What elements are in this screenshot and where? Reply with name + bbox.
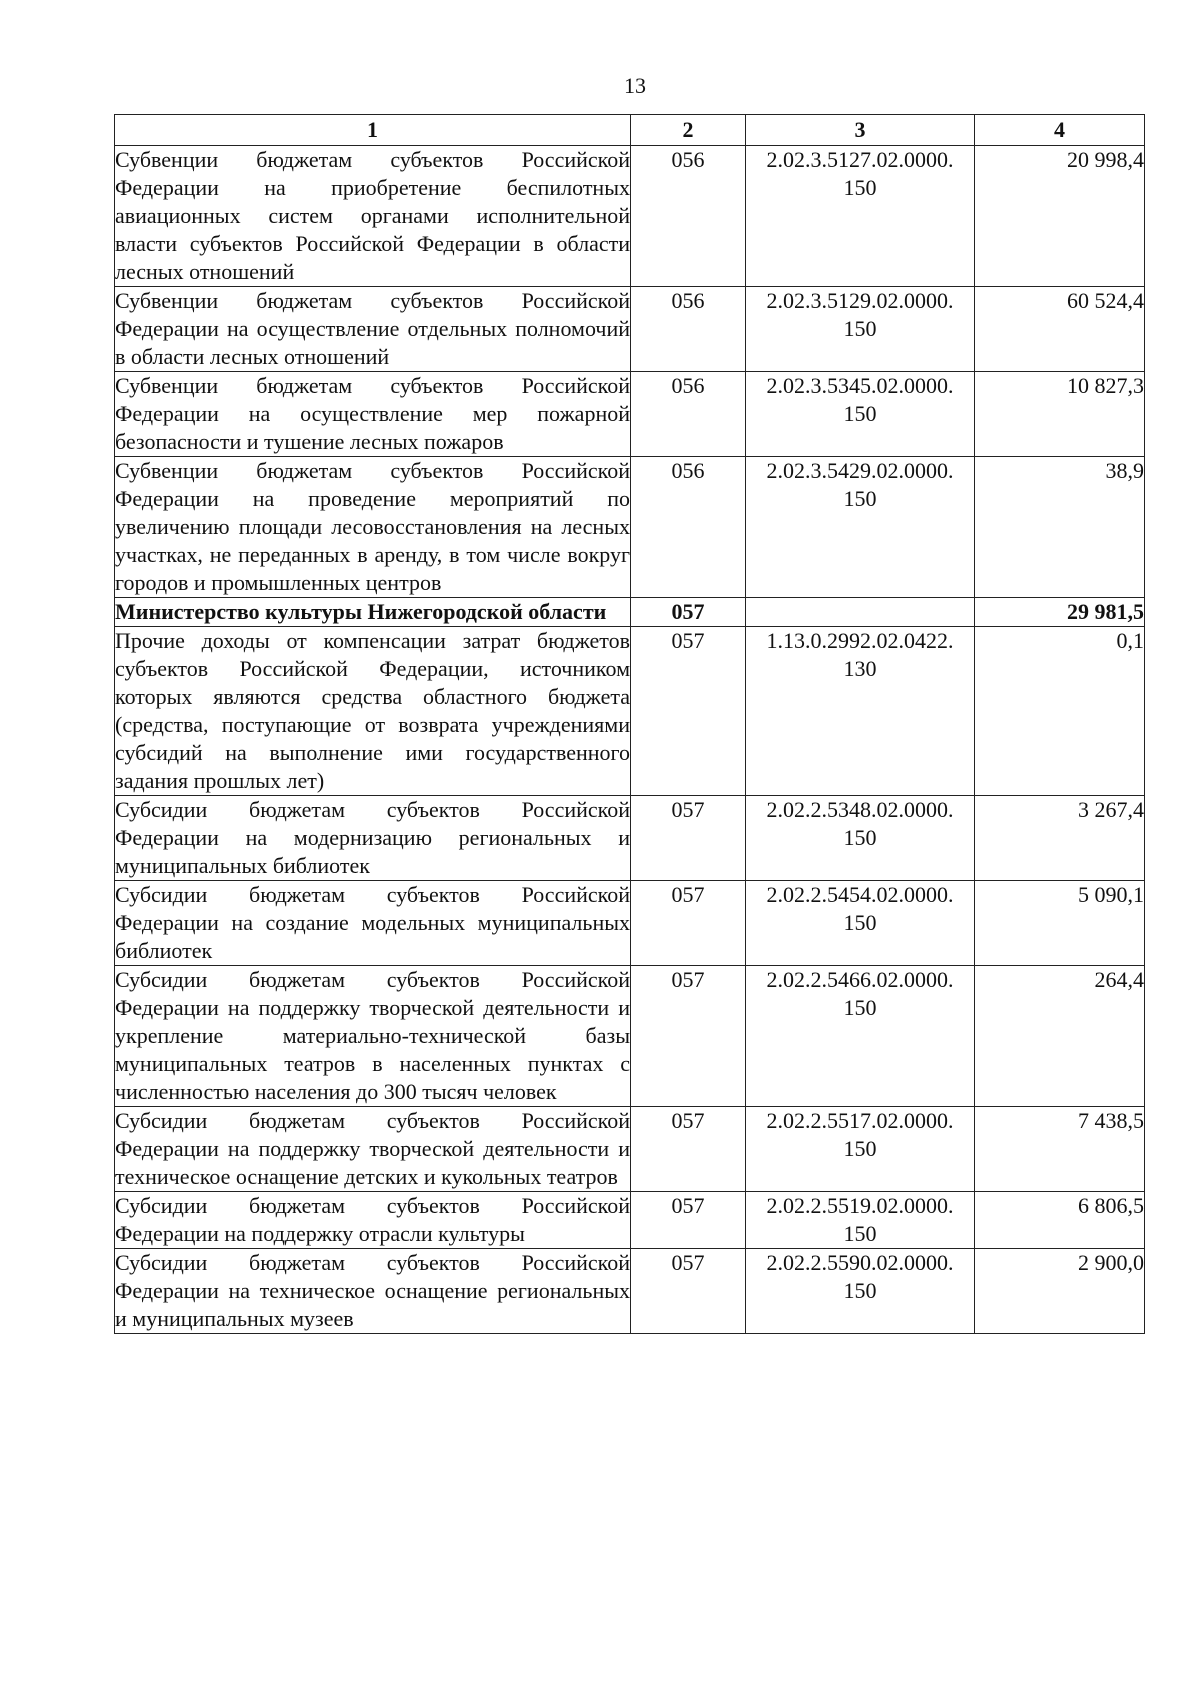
table-body xyxy=(115,146,1145,1334)
cell-name: Субвенции бюджетам субъектов Российской Федерации на осуществление мер пожарной безопасности и тушение лесных пожаров xyxy=(115,372,631,457)
budget-code-line-1: 1.13.0.2992.02.0422. xyxy=(766,628,954,653)
budget-code-line-1: 2.02.3.5127.02.0000. xyxy=(766,147,954,172)
cell-admin-code: 057 xyxy=(631,1107,746,1192)
cell-admin-code: 056 xyxy=(631,457,746,598)
table-row xyxy=(115,457,1145,598)
cell-admin-code: 057 xyxy=(631,796,746,881)
cell-admin-code: 056 xyxy=(631,372,746,457)
cell-name: Министерство культуры Нижегородской области xyxy=(115,598,631,627)
table-row xyxy=(115,1192,1145,1249)
cell-name: Субвенции бюджетам субъектов Российской Федерации на проведение мероприятий по увеличению площади лесовосстановления на лесных участках, не переданных в аренду, в том числе вокруг городов и промышленных центров xyxy=(115,457,631,598)
cell-budget-code xyxy=(746,457,975,598)
column-header-4: 4 xyxy=(975,115,1145,146)
cell-amount: 6 806,5 xyxy=(975,1192,1145,1249)
table-row xyxy=(115,287,1145,372)
budget-code-line-2: 130 xyxy=(843,656,877,681)
cell-admin-code: 057 xyxy=(631,1192,746,1249)
table-header-row xyxy=(115,115,1145,146)
cell-amount: 5 090,1 xyxy=(975,881,1145,966)
column-header-2: 2 xyxy=(631,115,746,146)
budget-code-line-2: 150 xyxy=(843,995,877,1020)
budget-code-line-2: 150 xyxy=(843,175,877,200)
cell-name: Субсидии бюджетам субъектов Российской Федерации на поддержку творческой деятельности и техническое оснащение детских и кукольных театров xyxy=(115,1107,631,1192)
cell-name: Субвенции бюджетам субъектов Российской Федерации на осуществление отдельных полномочий в области лесных отношений xyxy=(115,287,631,372)
table-row xyxy=(115,1107,1145,1192)
cell-admin-code: 057 xyxy=(631,881,746,966)
cell-amount: 3 267,4 xyxy=(975,796,1145,881)
budget-code-line-2: 150 xyxy=(843,486,877,511)
cell-amount: 20 998,4 xyxy=(975,146,1145,287)
table-row xyxy=(115,146,1145,287)
table-row xyxy=(115,1249,1145,1334)
cell-amount: 7 438,5 xyxy=(975,1107,1145,1192)
column-header-3: 3 xyxy=(746,115,975,146)
cell-amount: 38,9 xyxy=(975,457,1145,598)
budget-code-line-1: 2.02.3.5129.02.0000. xyxy=(766,288,954,313)
budget-table xyxy=(114,114,1145,1334)
budget-code-line-2: 150 xyxy=(843,401,877,426)
cell-budget-code xyxy=(746,627,975,796)
table-row xyxy=(115,627,1145,796)
table-row xyxy=(115,372,1145,457)
cell-name: Субвенции бюджетам субъектов Российской Федерации на приобретение беспилотных авиационных систем органами исполнительной власти субъектов Российской Федерации в области лесных отношений xyxy=(115,146,631,287)
cell-name: Субсидии бюджетам субъектов Российской Федерации на модернизацию региональных и муниципальных библиотек xyxy=(115,796,631,881)
cell-name: Субсидии бюджетам субъектов Российской Федерации на техническое оснащение региональных и муниципальных музеев xyxy=(115,1249,631,1334)
cell-amount: 10 827,3 xyxy=(975,372,1145,457)
cell-budget-code xyxy=(746,966,975,1107)
cell-budget-code xyxy=(746,796,975,881)
cell-admin-code: 056 xyxy=(631,287,746,372)
budget-code-line-2: 150 xyxy=(843,1278,877,1303)
cell-budget-code xyxy=(746,1107,975,1192)
cell-amount: 2 900,0 xyxy=(975,1249,1145,1334)
cell-budget-code xyxy=(746,372,975,457)
budget-code-line-1: 2.02.2.5466.02.0000. xyxy=(766,967,954,992)
budget-code-line-1: 2.02.2.5348.02.0000. xyxy=(766,797,954,822)
budget-code-line-1: 2.02.2.5454.02.0000. xyxy=(766,882,954,907)
cell-admin-code: 056 xyxy=(631,146,746,287)
budget-code-line-1: 2.02.2.5590.02.0000. xyxy=(766,1250,954,1275)
cell-budget-code xyxy=(746,1192,975,1249)
budget-code-line-2: 150 xyxy=(843,316,877,341)
cell-name: Прочие доходы от компенсации затрат бюджетов субъектов Российской Федерации, источником которых являются средства областного бюджета (средства, поступающие от возврата учреждениями субсидий на выполнение ими государственного задания прошлых лет) xyxy=(115,627,631,796)
cell-amount: 0,1 xyxy=(975,627,1145,796)
table-row-ministry xyxy=(115,598,1145,627)
cell-admin-code: 057 xyxy=(631,598,746,627)
page-number: 13 xyxy=(624,73,646,98)
budget-code-line-2: 150 xyxy=(843,1221,877,1246)
cell-name: Субсидии бюджетам субъектов Российской Федерации на поддержку творческой деятельности и укрепление материально-технической базы муниципальных театров в населенных пунктах с численностью населения до 300 тысяч человек xyxy=(115,966,631,1107)
cell-name: Субсидии бюджетам субъектов Российской Федерации на создание модельных муниципальных библиотек xyxy=(115,881,631,966)
cell-admin-code: 057 xyxy=(631,1249,746,1334)
budget-code-line-1: 2.02.2.5519.02.0000. xyxy=(766,1193,954,1218)
budget-code-line-1: 2.02.3.5429.02.0000. xyxy=(766,458,954,483)
cell-amount: 29 981,5 xyxy=(975,598,1145,627)
budget-code-line-2: 150 xyxy=(843,1136,877,1161)
cell-admin-code: 057 xyxy=(631,627,746,796)
cell-budget-code xyxy=(746,598,975,627)
cell-budget-code xyxy=(746,1249,975,1334)
table-row xyxy=(115,966,1145,1107)
cell-amount: 60 524,4 xyxy=(975,287,1145,372)
budget-code-line-1: 2.02.2.5517.02.0000. xyxy=(766,1108,954,1133)
table-row xyxy=(115,881,1145,966)
cell-budget-code xyxy=(746,881,975,966)
budget-code-line-2: 150 xyxy=(843,825,877,850)
cell-name: Субсидии бюджетам субъектов Российской Федерации на поддержку отрасли культуры xyxy=(115,1192,631,1249)
cell-admin-code: 057 xyxy=(631,966,746,1107)
budget-code-line-1: 2.02.3.5345.02.0000. xyxy=(766,373,954,398)
table-row xyxy=(115,796,1145,881)
cell-budget-code xyxy=(746,146,975,287)
cell-budget-code xyxy=(746,287,975,372)
cell-amount: 264,4 xyxy=(975,966,1145,1107)
column-header-1: 1 xyxy=(115,115,631,146)
budget-code-line-2: 150 xyxy=(843,910,877,935)
